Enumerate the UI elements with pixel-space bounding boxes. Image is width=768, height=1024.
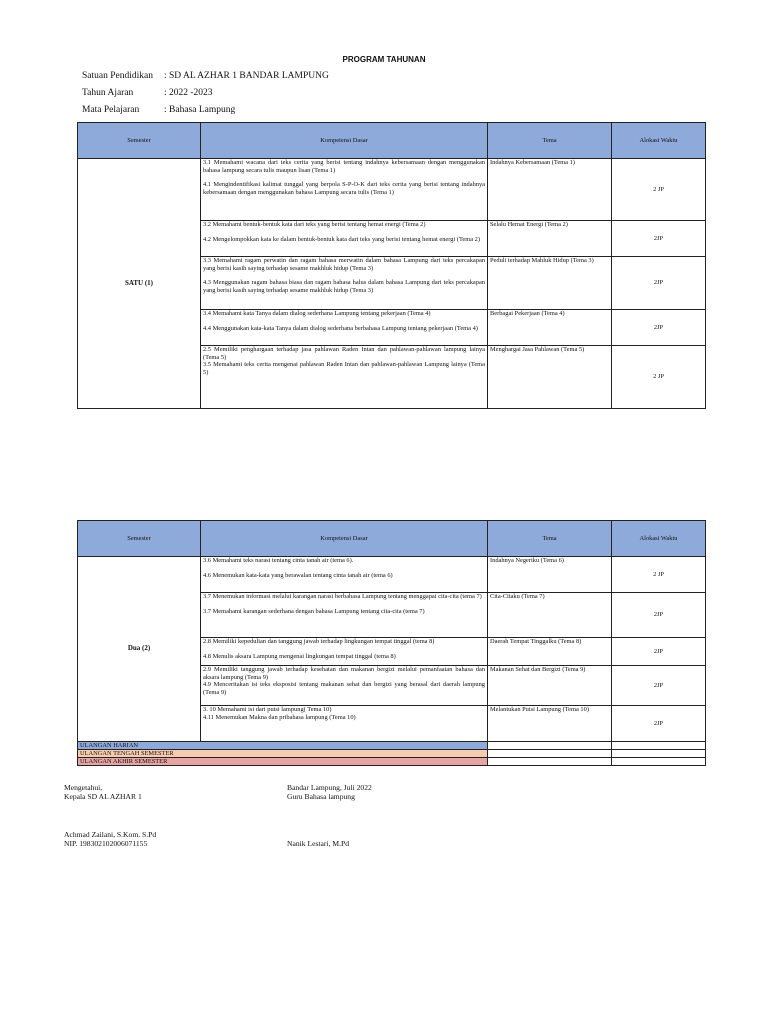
ulangan-harian-row (78, 742, 706, 750)
signature-left-header (64, 783, 142, 801)
header-kompetensi-dasar: Kompetensi Dasar (201, 123, 488, 159)
tema-cell: Indahnya Kebersamaan (Tema 1) (488, 159, 612, 221)
tema-cell: Cita-Citaku (Tema 7) (488, 593, 612, 638)
document-title: PROGRAM TAHUNAN (342, 55, 426, 64)
alokasi-cell: 2 JP (612, 159, 706, 221)
header-tema: Tema (488, 123, 612, 159)
header-tema: Tema (488, 521, 612, 557)
header-semester: Semester (78, 123, 201, 159)
alokasi-cell (612, 742, 706, 750)
header-kompetensi-dasar: Kompetensi Dasar (201, 521, 488, 557)
alokasi-cell: 2JP (612, 257, 706, 310)
kd-cell: 2.5 Memiliki penghargaan terhadap jasa pahlawan Raden Intan dan pahlawan-pahlawan lampung lainya (Tema 5) 3.5 Memahami teks cerita mengenai pahlawan Raden Intan dan pahlawan-pahlawan Lampung lainya (Tema 5) (201, 346, 488, 409)
kd-cell: 3.4 Memahami kata Tanya dalam dialog sederhana Lampung tentang pekerjaan (Tema 4) 4.4 Menggunakan kata-kata Tanya dalam dialog sederhana berbahasa Lampung tentang pekerjaan (Tema 4) (201, 310, 488, 346)
signature-left-nip: NIP. 198302102006071155 (64, 839, 148, 848)
table-header-row (78, 123, 706, 159)
alokasi-cell: 2JP (612, 666, 706, 706)
table-row (78, 159, 706, 221)
semester-cell: SATU (1) (78, 159, 201, 409)
tema-cell: Indahnya Negeriku (Tema 6) (488, 557, 612, 593)
program-table-semester-1 (77, 122, 706, 409)
signature-left-footer (64, 830, 156, 848)
ulangan-label: ULANGAN AKHIR SEMESTER (78, 758, 488, 766)
signature-left-line2: Kepala SD AL AZHAR 1 (64, 792, 142, 801)
ulangan-label: ULANGAN HARIAN (78, 742, 488, 750)
header-semester: Semester (78, 521, 201, 557)
alokasi-cell: 2 JP (612, 346, 706, 409)
signature-right-header (287, 783, 372, 801)
tema-cell: Peduli terhadap Mahluk Hidup (Tema 3) (488, 257, 612, 310)
alokasi-cell: 2JP (612, 221, 706, 257)
signature-right-line2: Guru Bahasa lampung (287, 792, 355, 801)
header-alokasi-waktu: Alokasi Waktu (612, 521, 706, 557)
kd-cell: 3. 10 Memahami isi dari puisi lampung( Tema 10) 4.11 Menemukan Makna dan pribahasa lampung (Tema 10) (201, 706, 488, 742)
tema-cell: Menghargai Jasa Pahlawan (Tema 5) (488, 346, 612, 409)
signature-left-name: Achmad Zailani, S.Kom. S.Pd (64, 830, 157, 839)
table-header-row (78, 521, 706, 557)
table-row (78, 557, 706, 593)
tema-cell: Daerah Tempat Tinggalku (Tema 8) (488, 638, 612, 666)
tema-cell (488, 758, 612, 766)
meta-key: Tahun Ajaran (82, 88, 134, 98)
tema-cell: Selalu Hemat Energi (Tema 2) (488, 221, 612, 257)
signature-right-name: Nanik Lestari, M.Pd (287, 839, 350, 848)
alokasi-cell: 2JP (612, 310, 706, 346)
meta-value: : 2022 -2023 (164, 88, 213, 98)
meta-value: : SD AL AZHAR 1 BANDAR LAMPUNG (164, 71, 329, 81)
tema-cell: Makanan Sehat dan Bergizi (Tema 9) (488, 666, 612, 706)
ulangan-tengah-semester-row (78, 750, 706, 758)
ulangan-akhir-semester-row (78, 758, 706, 766)
semester-cell: Dua (2) (78, 557, 201, 742)
alokasi-cell: 2 JP (612, 557, 706, 593)
signature-left-line1: Mengetahui, (64, 783, 103, 792)
alokasi-cell (612, 750, 706, 758)
kd-cell: 2.8 Memiliki kepedulian dan tanggung jawab terhadap lingkungan tempat tinggal (tema 8) 4.8 Menulis aksara Lampung mengenai lingkungan tempat tinggal (tema 8) (201, 638, 488, 666)
tema-cell (488, 750, 612, 758)
kd-cell: 3.3 Memahami ragam perwatin dan ragam bahasa merwatin dalam bahasa Lampung dari teks percakapan yang berisi kasih saying terhadap sesame makhluk hidup (Tema 3) 4.3 Menggunakan ragam bahasa biasa dan ragam bahasa halus dalam bahasa Lampung dari teks percakapan yang berisi kasih saying terhadap sesame makhluk hidup (Tema 3) (201, 257, 488, 310)
ulangan-label: ULANGAN TENGAH SEMESTER (78, 750, 488, 758)
kd-cell: 3.2 Memahami bentuk-bentuk kata dari teks yang berisi tentang hemat energi (Tema 2) 4.2 Mengelompokkan kata ke dalam bentuk-bentuk kata dari teks yang berisi tentang hemat energi (Tema 2) (201, 221, 488, 257)
alokasi-cell (612, 758, 706, 766)
tema-cell: Melantukan Puisi Lampung (Tema 10) (488, 706, 612, 742)
tema-cell: Berbagai Pekerjaan (Tema 4) (488, 310, 612, 346)
meta-key: Mata Pelajaran (82, 105, 140, 115)
kd-cell: 3.1 Memahami wacana dari teks cerita yang berisi tentang indahnya kebersamaan dengan menggunakan bahasa lampung secara tulis maupun lisan (Tema 1) 4.1 Mengindentifikasi kalimat tunggal yang berpola S-P-O-K dari teks cerita yang berisi tentang indahnya kebersamaan dengan menggunakan bahasa Lampung secara tulis (Tema 1) (201, 159, 488, 221)
meta-value: : Bahasa Lampung (164, 105, 236, 115)
alokasi-cell: 2JP (612, 638, 706, 666)
header-alokasi-waktu: Alokasi Waktu (612, 123, 706, 159)
signature-right-line1: Bandar Lampung, Juli 2022 (287, 783, 372, 792)
program-table-semester-2 (77, 520, 706, 766)
kd-cell: 3.7 Menemukan informasi melalui karangan narasi berbahasa Lampung tentang menggapai cita-cita (tema 7) 3.7 Memahami karangan sederhana dengan bahasa Lampung tentang cita-cita (tema 7) (201, 593, 488, 638)
kd-cell: 3.6 Memahami teks narasi tentang cinta tanah air (tema 6). 4.6 Menemukan kata-kata yang berawalan tentang cinta tanah air (tema 6) (201, 557, 488, 593)
kd-cell: 2.9 Memiliki tanggung jawab terhadap kesehatan dan makanan bergizi melalui pemanfaatan bahasa dan aksara lampung (Tema 9) 4.9 Menceritakan isi teks eksposisi tentang makanan sehat dan bergizi yang berasal dari daerah lampung (Tema 9) (201, 666, 488, 706)
alokasi-cell: 2JP (612, 706, 706, 742)
alokasi-cell: 2JP (612, 593, 706, 638)
meta-key: Satuan Pendidikan (82, 71, 153, 81)
tema-cell (488, 742, 612, 750)
